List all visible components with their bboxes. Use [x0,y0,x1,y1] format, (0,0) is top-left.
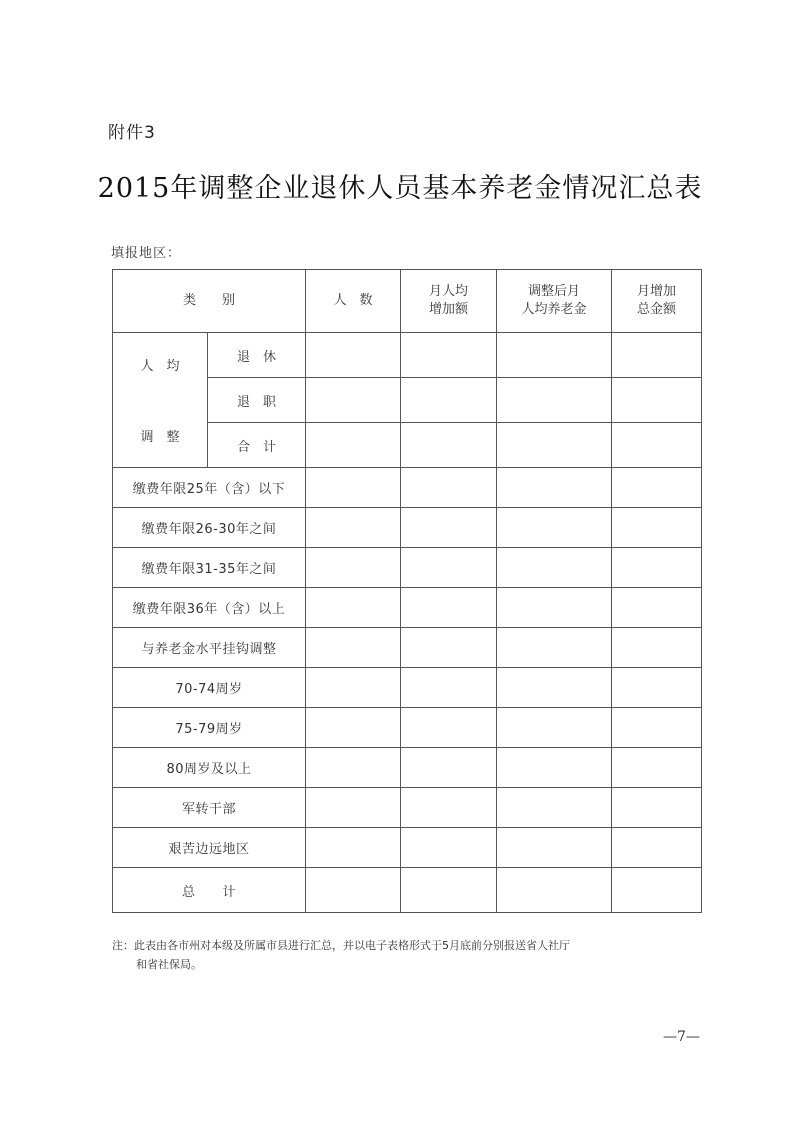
footnote-line2: 和省社保局。 [136,958,202,971]
table-cell [612,548,702,588]
table-cell [497,828,612,868]
table-cell [612,588,702,628]
table-cell [497,628,612,668]
table-cell [306,828,401,868]
table-cell [401,468,497,508]
table-row [113,588,702,628]
attachment-label: 附件3 [108,123,156,143]
row-label: 艰苦边远地区 [113,828,306,868]
header-category: 类 别 [113,270,306,333]
table-cell [306,868,401,913]
row-label: 缴费年限31-35年之间 [113,548,306,588]
table-cell [612,628,702,668]
table-row [113,628,702,668]
table-cell [306,628,401,668]
table-cell [401,508,497,548]
table-cell [306,588,401,628]
table-row [113,748,702,788]
row-label: 军转干部 [113,788,306,828]
row-label: 缴费年限26-30年之间 [113,508,306,548]
table-cell [401,868,497,913]
header-monthly-increase-line2: 增加额 [429,302,469,317]
row-label-total: 总 计 [113,868,306,913]
row-label: 75-79周岁 [113,708,306,748]
table-cell [612,378,702,423]
table-cell [306,548,401,588]
table-cell [612,788,702,828]
table-cell [401,748,497,788]
summary-table [112,269,702,913]
row-label: 缴费年限25年（含）以下 [113,468,306,508]
table-cell [497,588,612,628]
header-monthly-total-line2: 总金额 [637,302,677,317]
table-cell [401,378,497,423]
table-cell [306,333,401,378]
table-cell [401,708,497,748]
footnote-line1: 注：此表由各市州对本级及所属市县进行汇总，并以电子表格形式于5月底前分别报送省人社厅 [112,939,570,952]
table-cell [401,548,497,588]
header-monthly-increase-line1: 月人均 [429,284,469,299]
table-cell [306,748,401,788]
table-cell [401,628,497,668]
header-monthly-increase [401,270,497,333]
table-header-row [113,270,702,333]
header-adjusted-pension-line2: 人均养老金 [521,302,587,317]
page-number: —7— [663,1029,700,1045]
table-row [113,548,702,588]
table-cell [306,468,401,508]
table-cell [497,748,612,788]
table-cell [306,788,401,828]
table-cell [612,708,702,748]
group-label-cell [113,333,208,468]
table-cell [497,333,612,378]
table-cell [612,508,702,548]
table-cell [497,868,612,913]
group-label-top: 人 均 [140,359,180,374]
table-cell [612,423,702,468]
table-row [113,668,702,708]
region-label: 填报地区： [111,246,182,261]
table-cell [497,668,612,708]
header-monthly-total [612,270,702,333]
table-cell [612,668,702,708]
table-cell [401,668,497,708]
header-adjusted-pension-line1: 调整后月 [528,284,581,299]
row-label: 80周岁及以上 [113,748,306,788]
table-cell [401,588,497,628]
table-cell [612,468,702,508]
header-people: 人 数 [306,270,401,333]
table-cell [497,468,612,508]
table-cell [497,788,612,828]
table-cell [306,378,401,423]
table-row [113,788,702,828]
table-row [113,508,702,548]
table-cell [306,423,401,468]
group-label-bottom: 调 整 [140,430,180,445]
table-cell [401,333,497,378]
table-cell [497,708,612,748]
header-adjusted-pension [497,270,612,333]
table-row [113,708,702,748]
footnote [112,936,702,974]
table-cell [497,423,612,468]
table-cell [401,788,497,828]
table-cell [306,668,401,708]
table-cell [612,828,702,868]
row-label: 缴费年限36年（含）以上 [113,588,306,628]
table-cell [401,828,497,868]
header-monthly-total-line1: 月增加 [637,284,677,299]
row-label: 与养老金水平挂钩调整 [113,628,306,668]
table-row [113,828,702,868]
row-label: 70-74周岁 [113,668,306,708]
table-cell [306,508,401,548]
table-row [113,868,702,913]
document-title: 2015年调整企业退休人员基本养老金情况汇总表 [97,173,703,204]
table-cell [612,748,702,788]
table-row [113,468,702,508]
table-cell [612,333,702,378]
row-label: 合 计 [208,423,306,468]
table-cell [497,548,612,588]
table-cell [401,423,497,468]
table-cell [497,508,612,548]
row-label: 退 职 [208,378,306,423]
table-cell [497,378,612,423]
table-cell [306,708,401,748]
row-label: 退 休 [208,333,306,378]
table-row [113,333,702,378]
table-cell [612,868,702,913]
